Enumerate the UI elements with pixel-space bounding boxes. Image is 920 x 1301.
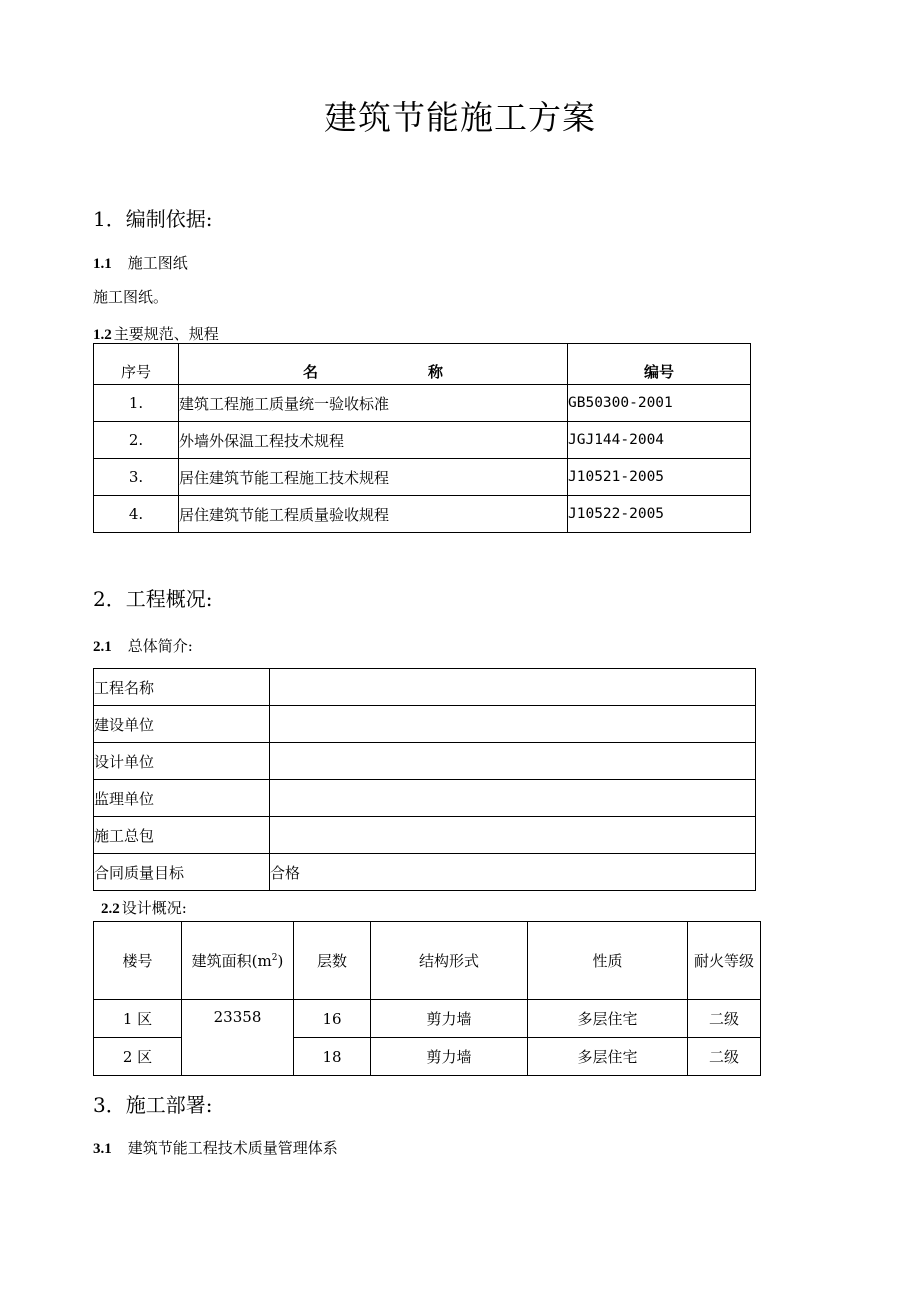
table-row — [94, 385, 751, 422]
section-number: 1.2 — [93, 327, 112, 343]
table-row — [94, 496, 751, 533]
header-area-close: ) — [277, 952, 284, 970]
section-title: 建筑节能工程技术质量管理体系 — [127, 1139, 338, 1157]
table-row — [94, 817, 756, 854]
section-2-heading: 2．工程概况: — [93, 587, 213, 611]
section-3-1-heading — [93, 1137, 338, 1158]
cell-code: J10521-2005 — [568, 459, 751, 496]
section-2-2-heading — [101, 897, 187, 918]
header-name-a: 名 — [302, 363, 318, 381]
header-name — [179, 344, 568, 385]
section-2-1-heading — [93, 635, 193, 656]
row-value — [270, 669, 756, 706]
section-title: 总体简介: — [127, 637, 193, 655]
cell-no: 3. — [94, 459, 179, 496]
table-header-row — [94, 344, 751, 385]
row-label: 合同质量目标 — [94, 854, 270, 891]
paragraph: 施工图纸。 — [93, 288, 169, 306]
section-1-1-heading — [93, 252, 188, 273]
table-header-row — [94, 922, 761, 1000]
cell-fire: 二级 — [688, 1038, 761, 1076]
cell-name: 居住建筑节能工程质量验收规程 — [179, 496, 568, 533]
design-table — [93, 921, 761, 1076]
header-building: 楼号 — [94, 922, 182, 1000]
section-title: 设计概况: — [121, 899, 187, 917]
row-label: 建设单位 — [94, 706, 270, 743]
section-number: 2.2 — [101, 901, 120, 917]
section-3-heading: 3．施工部署: — [93, 1093, 213, 1117]
header-name-b: 称 — [428, 363, 444, 381]
header-nature: 性质 — [528, 922, 688, 1000]
cell-floors: 16 — [294, 1000, 371, 1038]
page-title: 建筑节能施工方案 — [324, 98, 596, 137]
cell-structure: 剪力墙 — [371, 1038, 528, 1076]
cell-code: JGJ144-2004 — [568, 422, 751, 459]
section-number: 1.1 — [93, 256, 112, 272]
cell-floors: 18 — [294, 1038, 371, 1076]
section-number: 3.1 — [93, 1141, 112, 1157]
cell-building: 2 区 — [94, 1038, 182, 1076]
header-fire: 耐火等级 — [688, 922, 761, 1000]
row-label: 设计单位 — [94, 743, 270, 780]
table-row — [94, 422, 751, 459]
section-title: 主要规范、规程 — [113, 325, 219, 343]
header-area — [182, 922, 294, 1000]
standards-table — [93, 343, 751, 533]
cell-no: 2. — [94, 422, 179, 459]
cell-fire: 二级 — [688, 1000, 761, 1038]
row-value — [270, 706, 756, 743]
header-area-sup: 2 — [271, 953, 278, 963]
row-value — [270, 780, 756, 817]
cell-name: 建筑工程施工质量统一验收标准 — [179, 385, 568, 422]
cell-nature: 多层住宅 — [528, 1038, 688, 1076]
table-row — [94, 780, 756, 817]
cell-building: 1 区 — [94, 1000, 182, 1038]
row-label: 工程名称 — [94, 669, 270, 706]
header-no: 序号 — [94, 344, 179, 385]
cell-name: 外墙外保温工程技术规程 — [179, 422, 568, 459]
cell-name: 居住建筑节能工程施工技术规程 — [179, 459, 568, 496]
cell-structure: 剪力墙 — [371, 1000, 528, 1038]
header-area-text: 建筑面积(m — [191, 952, 272, 970]
row-value: 合格 — [270, 854, 756, 891]
cell-code: J10522-2005 — [568, 496, 751, 533]
cell-nature: 多层住宅 — [528, 1000, 688, 1038]
section-1-2-heading — [93, 323, 219, 344]
cell-no: 4. — [94, 496, 179, 533]
row-label: 监理单位 — [94, 780, 270, 817]
row-value — [270, 743, 756, 780]
table-row — [94, 459, 751, 496]
cell-no: 1. — [94, 385, 179, 422]
section-title: 施工图纸 — [127, 254, 188, 272]
cell-area: 23358 — [182, 1000, 294, 1076]
header-structure: 结构形式 — [371, 922, 528, 1000]
table-row — [94, 706, 756, 743]
header-floors: 层数 — [294, 922, 371, 1000]
section-number: 2.1 — [93, 639, 112, 655]
table-row — [94, 1000, 761, 1038]
cell-code: GB50300-2001 — [568, 385, 751, 422]
overview-table — [93, 668, 756, 891]
row-value — [270, 817, 756, 854]
table-row — [94, 669, 756, 706]
header-code: 编号 — [568, 344, 751, 385]
section-1-heading: 1．编制依据: — [93, 207, 213, 231]
table-row — [94, 854, 756, 891]
row-label: 施工总包 — [94, 817, 270, 854]
table-row — [94, 743, 756, 780]
